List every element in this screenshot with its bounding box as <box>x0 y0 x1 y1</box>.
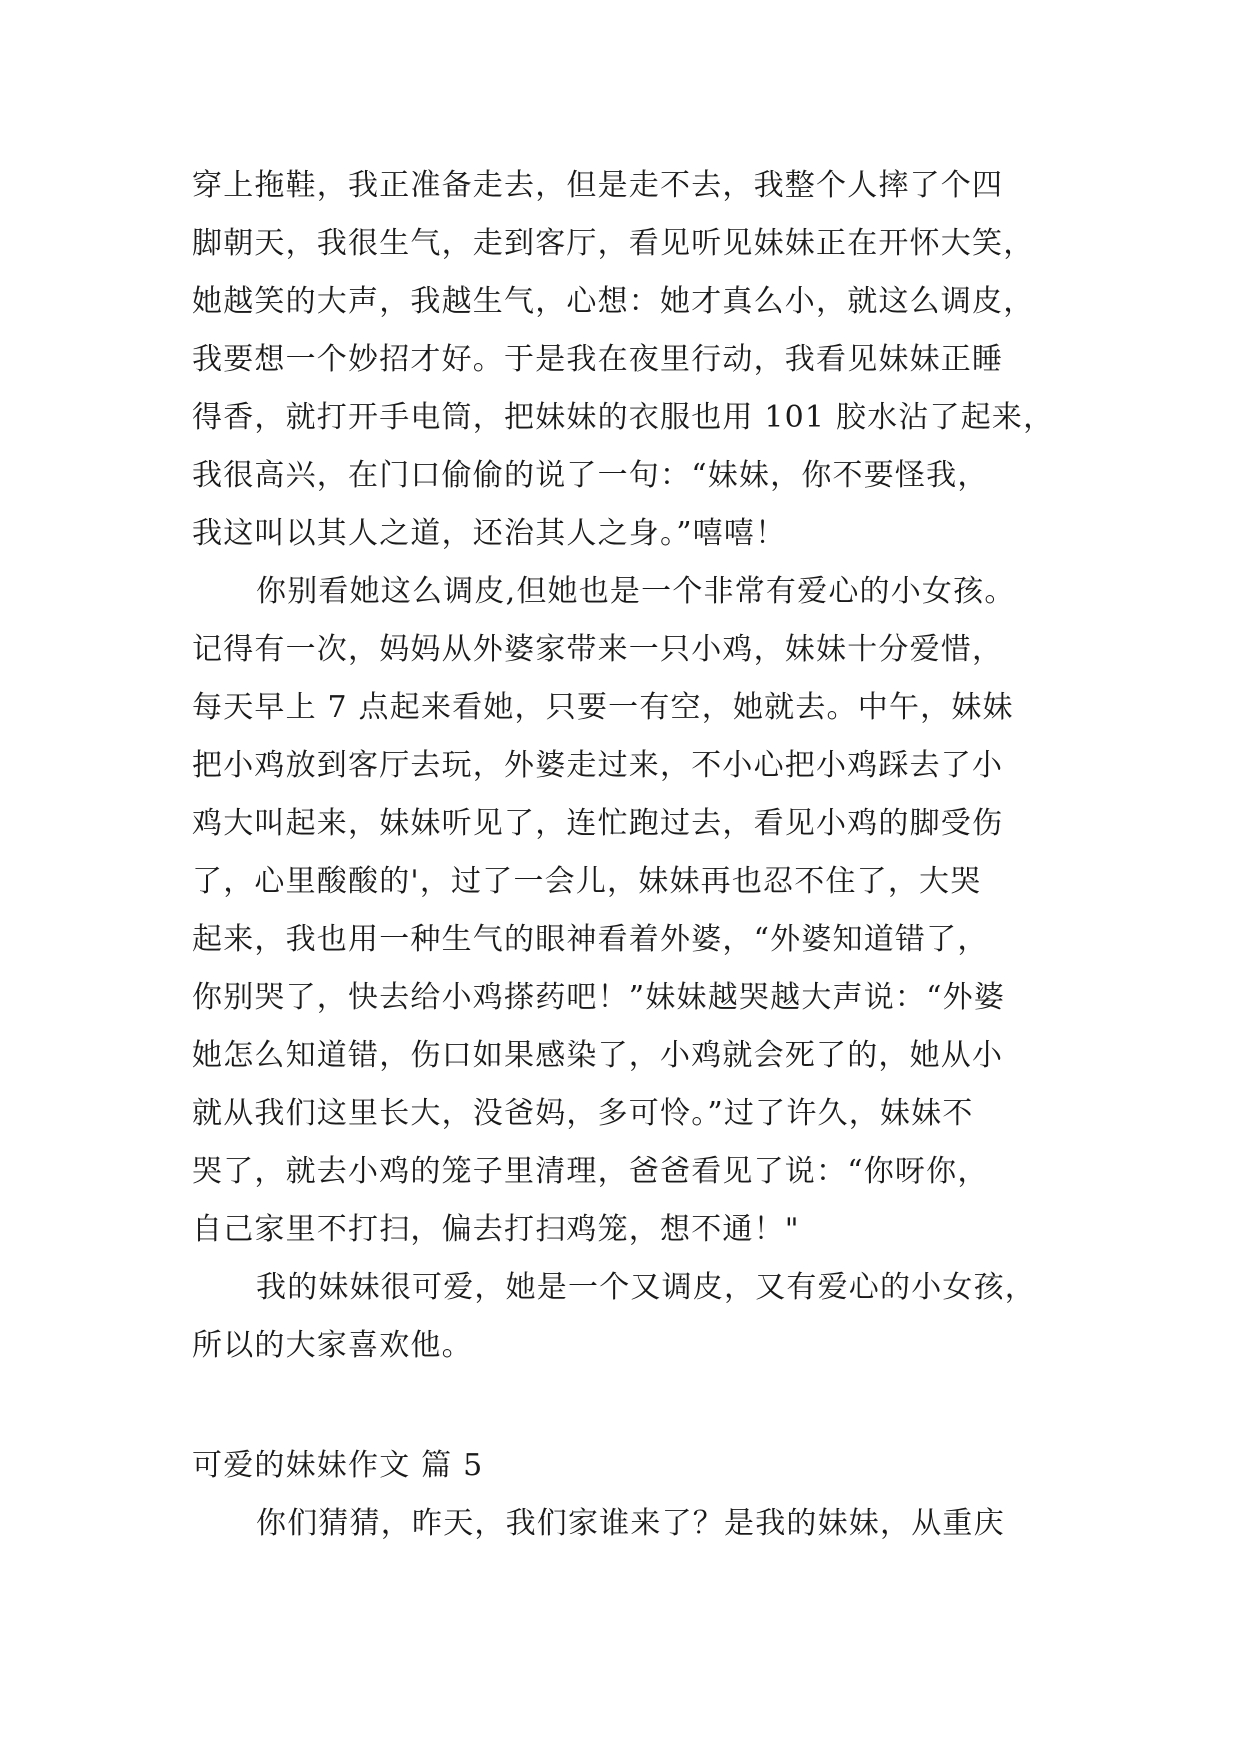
text-line: 脚朝天，我很生气，走到客厅，看见听见妹妹正在开怀大笑， <box>192 226 1035 261</box>
paragraph-4 <box>192 1495 1092 1553</box>
section-heading: 可爱的妹妹作文 篇 5 <box>192 1448 484 1483</box>
text-line: 每天早上 7 点起来看她，只要一有空，她就去。中午，妹妹 <box>192 690 1014 725</box>
text-line: 穿上拖鞋，我正准备走去，但是走不去，我整个人摔了个四 <box>192 168 1004 203</box>
text-line: 把小鸡放到客厅去玩，外婆走过来，不小心把小鸡踩去了小 <box>192 748 1004 783</box>
section-spacer <box>192 1375 1092 1437</box>
text-line: 你们猜猜，昨天，我们家谁来了？是我的妹妹，从重庆 <box>256 1506 1005 1541</box>
text-line: 我这叫以其人之道，还治其人之身。”嘻嘻！ <box>192 516 787 551</box>
text-line: 我很高兴，在门口偷偷的说了一句：“妹妹，你不要怪我， <box>192 458 989 493</box>
text-line: 得香，就打开手电筒，把妹妹的衣服也用 101 胶水沾了起来， <box>192 400 1055 435</box>
paragraph-3 <box>192 1259 1092 1375</box>
text-line: 自己家里不打扫，偏去打扫鸡笼，想不通！" <box>192 1212 800 1247</box>
text-line: 哭了，就去小鸡的笼子里清理，爸爸看见了说：“你呀你， <box>192 1154 989 1189</box>
text-line: 记得有一次，妈妈从外婆家带来一只小鸡，妹妹十分爱惜， <box>192 632 1004 667</box>
text-line: 鸡大叫起来，妹妹听见了，连忙跑过去，看见小鸡的脚受伤 <box>192 806 1004 841</box>
text-line: 我要想一个妙招才好。于是我在夜里行动，我看见妹妹正睡 <box>192 342 1004 377</box>
text-line: 就从我们这里长大，没爸妈，多可怜。”过了许久，妹妹不 <box>192 1096 974 1131</box>
text-line: 我的妹妹很可爱，她是一个又调皮，又有爱心的小女孩， <box>256 1270 1036 1305</box>
text-line: 你别哭了，快去给小鸡搽药吧！”妹妹越哭越大声说：“外婆 <box>192 980 1006 1015</box>
text-line: 起来，我也用一种生气的眼神看着外婆，“外婆知道错了， <box>192 922 989 957</box>
text-line: 你别看她这么调皮,但她也是一个非常有爱心的小女孩。 <box>256 574 1016 609</box>
text-line: 了，心里酸酸的'，过了一会儿，妹妹再也忍不住了，大哭 <box>192 864 982 899</box>
document-body <box>192 157 1092 1553</box>
paragraph-2 <box>192 563 1092 1259</box>
text-line: 所以的大家喜欢他。 <box>192 1328 473 1363</box>
text-line: 她怎么知道错，伤口如果感染了，小鸡就会死了的，她从小 <box>192 1038 1004 1073</box>
text-line: 她越笑的大声，我越生气，心想：她才真么小，就这么调皮， <box>192 284 1035 319</box>
paragraph-1 <box>192 157 1092 563</box>
